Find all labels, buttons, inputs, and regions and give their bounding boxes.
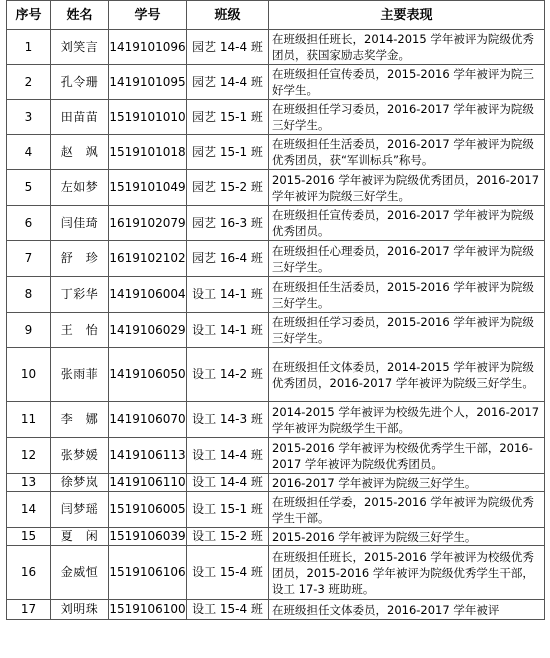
cell-name: 孔令珊 xyxy=(51,65,109,100)
cell-student-id: 1419106110 xyxy=(109,474,187,492)
cell-performance: 在班级担任文体委员，2014-2015 学年被评为院级优秀团员，2016-2017 学年被评为院级三好学生。 xyxy=(269,348,545,402)
cell-student-id: 1419101095 xyxy=(109,65,187,100)
table-row xyxy=(7,528,545,546)
cell-name: 夏 闲 xyxy=(51,528,109,546)
cell-class: 设工 15-4 班 xyxy=(187,546,269,600)
table-row xyxy=(7,65,545,100)
cell-student-id: 1619102102 xyxy=(109,241,187,277)
cell-name: 左如梦 xyxy=(51,170,109,206)
cell-class: 设工 14-2 班 xyxy=(187,348,269,402)
cell-class: 园艺 16-4 班 xyxy=(187,241,269,277)
cell-no: 2 xyxy=(7,65,51,100)
cell-no: 13 xyxy=(7,474,51,492)
table-row xyxy=(7,546,545,600)
cell-name: 丁彩华 xyxy=(51,277,109,313)
cell-performance: 在班级担任生活委员，2015-2016 学年被评为院级三好学生。 xyxy=(269,277,545,313)
cell-student-id: 1519101049 xyxy=(109,170,187,206)
cell-class: 设工 14-4 班 xyxy=(187,474,269,492)
header-performance: 主要表现 xyxy=(269,1,545,30)
cell-student-id: 1419106113 xyxy=(109,438,187,474)
cell-class: 园艺 16-3 班 xyxy=(187,206,269,241)
cell-performance: 在班级担任文体委员，2016-2017 学年被评 xyxy=(269,600,545,620)
cell-performance: 2015-2016 学年被评为院级三好学生。 xyxy=(269,528,545,546)
cell-name: 徐梦岚 xyxy=(51,474,109,492)
cell-performance: 2016-2017 学年被评为院级三好学生。 xyxy=(269,474,545,492)
cell-no: 9 xyxy=(7,313,51,348)
cell-performance: 2015-2016 学年被评为院级优秀团员，2016-2017 学年被评为院级三好学生。 xyxy=(269,170,545,206)
header-class: 班级 xyxy=(187,1,269,30)
table-row xyxy=(7,492,545,528)
cell-student-id: 1519101010 xyxy=(109,100,187,135)
cell-performance: 2014-2015 学年被评为校级先进个人，2016-2017 学年被评为院级学生干部。 xyxy=(269,402,545,438)
cell-performance: 在班级担任学委，2015-2016 学年被评为院级优秀学生干部。 xyxy=(269,492,545,528)
cell-performance: 在班级担任学习委员，2016-2017 学年被评为院级三好学生。 xyxy=(269,100,545,135)
cell-class: 园艺 15-1 班 xyxy=(187,135,269,170)
cell-name: 舒 珍 xyxy=(51,241,109,277)
cell-name: 刘笑言 xyxy=(51,30,109,65)
header-row xyxy=(7,1,545,30)
cell-class: 园艺 15-2 班 xyxy=(187,170,269,206)
cell-performance: 在班级担任学习委员，2015-2016 学年被评为院级三好学生。 xyxy=(269,313,545,348)
cell-no: 17 xyxy=(7,600,51,620)
table-body xyxy=(7,30,545,620)
cell-student-id: 1419106029 xyxy=(109,313,187,348)
cell-performance: 在班级担任宣传委员，2015-2016 学年被评为院三好学生。 xyxy=(269,65,545,100)
cell-class: 设工 15-4 班 xyxy=(187,600,269,620)
table-row xyxy=(7,277,545,313)
cell-name: 张雨菲 xyxy=(51,348,109,402)
cell-student-id: 1419106070 xyxy=(109,402,187,438)
table-row xyxy=(7,30,545,65)
table-row xyxy=(7,135,545,170)
cell-no: 14 xyxy=(7,492,51,528)
cell-performance: 在班级担任宣传委员，2016-2017 学年被评为院级优秀团员。 xyxy=(269,206,545,241)
cell-name: 李 娜 xyxy=(51,402,109,438)
cell-class: 设工 14-1 班 xyxy=(187,277,269,313)
cell-name: 田苗苗 xyxy=(51,100,109,135)
cell-student-id: 1519106005 xyxy=(109,492,187,528)
table-row xyxy=(7,348,545,402)
cell-class: 设工 14-4 班 xyxy=(187,438,269,474)
cell-no: 11 xyxy=(7,402,51,438)
cell-student-id: 1519106039 xyxy=(109,528,187,546)
cell-name: 闫佳琦 xyxy=(51,206,109,241)
cell-performance: 在班级担任班长，2015-2016 学年被评为校级优秀团员，2015-2016 学年被评为院级优秀学生干部，设工 17-3 班助班。 xyxy=(269,546,545,600)
header-name: 姓名 xyxy=(51,1,109,30)
cell-student-id: 1519106106 xyxy=(109,546,187,600)
cell-no: 7 xyxy=(7,241,51,277)
cell-class: 设工 14-3 班 xyxy=(187,402,269,438)
cell-name: 王 怡 xyxy=(51,313,109,348)
cell-name: 刘明珠 xyxy=(51,600,109,620)
table-row xyxy=(7,206,545,241)
table-header xyxy=(7,1,545,30)
cell-class: 设工 14-1 班 xyxy=(187,313,269,348)
header-no: 序号 xyxy=(7,1,51,30)
cell-performance: 在班级担任班长，2014-2015 学年被评为院级优秀团员，获国家励志奖学金。 xyxy=(269,30,545,65)
table-row xyxy=(7,600,545,620)
header-id: 学号 xyxy=(109,1,187,30)
cell-no: 6 xyxy=(7,206,51,241)
cell-no: 5 xyxy=(7,170,51,206)
cell-name: 闫梦瑶 xyxy=(51,492,109,528)
cell-no: 1 xyxy=(7,30,51,65)
cell-student-id: 1419106050 xyxy=(109,348,187,402)
cell-student-id: 1419101096 xyxy=(109,30,187,65)
cell-class: 园艺 14-4 班 xyxy=(187,30,269,65)
cell-class: 园艺 14-4 班 xyxy=(187,65,269,100)
table-row xyxy=(7,402,545,438)
cell-no: 4 xyxy=(7,135,51,170)
table-row xyxy=(7,170,545,206)
cell-name: 赵 飒 xyxy=(51,135,109,170)
cell-no: 15 xyxy=(7,528,51,546)
student-table xyxy=(6,0,545,620)
cell-performance: 在班级担任生活委员，2016-2017 学年被评为院级优秀团员，获“军训标兵”称号。 xyxy=(269,135,545,170)
cell-student-id: 1419106004 xyxy=(109,277,187,313)
cell-student-id: 1519106100 xyxy=(109,600,187,620)
cell-no: 12 xyxy=(7,438,51,474)
table-row xyxy=(7,100,545,135)
cell-student-id: 1519101018 xyxy=(109,135,187,170)
cell-no: 10 xyxy=(7,348,51,402)
cell-performance: 在班级担任心理委员，2016-2017 学年被评为院级三好学生。 xyxy=(269,241,545,277)
cell-student-id: 1619102079 xyxy=(109,206,187,241)
cell-performance: 2015-2016 学年被评为校级优秀学生干部，2016-2017 学年被评为院级优秀团员。 xyxy=(269,438,545,474)
table-row xyxy=(7,313,545,348)
cell-name: 金威恒 xyxy=(51,546,109,600)
cell-name: 张梦媛 xyxy=(51,438,109,474)
cell-class: 园艺 15-1 班 xyxy=(187,100,269,135)
table-row xyxy=(7,474,545,492)
table-row xyxy=(7,438,545,474)
cell-class: 设工 15-1 班 xyxy=(187,492,269,528)
table-row xyxy=(7,241,545,277)
cell-no: 3 xyxy=(7,100,51,135)
cell-no: 16 xyxy=(7,546,51,600)
cell-no: 8 xyxy=(7,277,51,313)
cell-class: 设工 15-2 班 xyxy=(187,528,269,546)
